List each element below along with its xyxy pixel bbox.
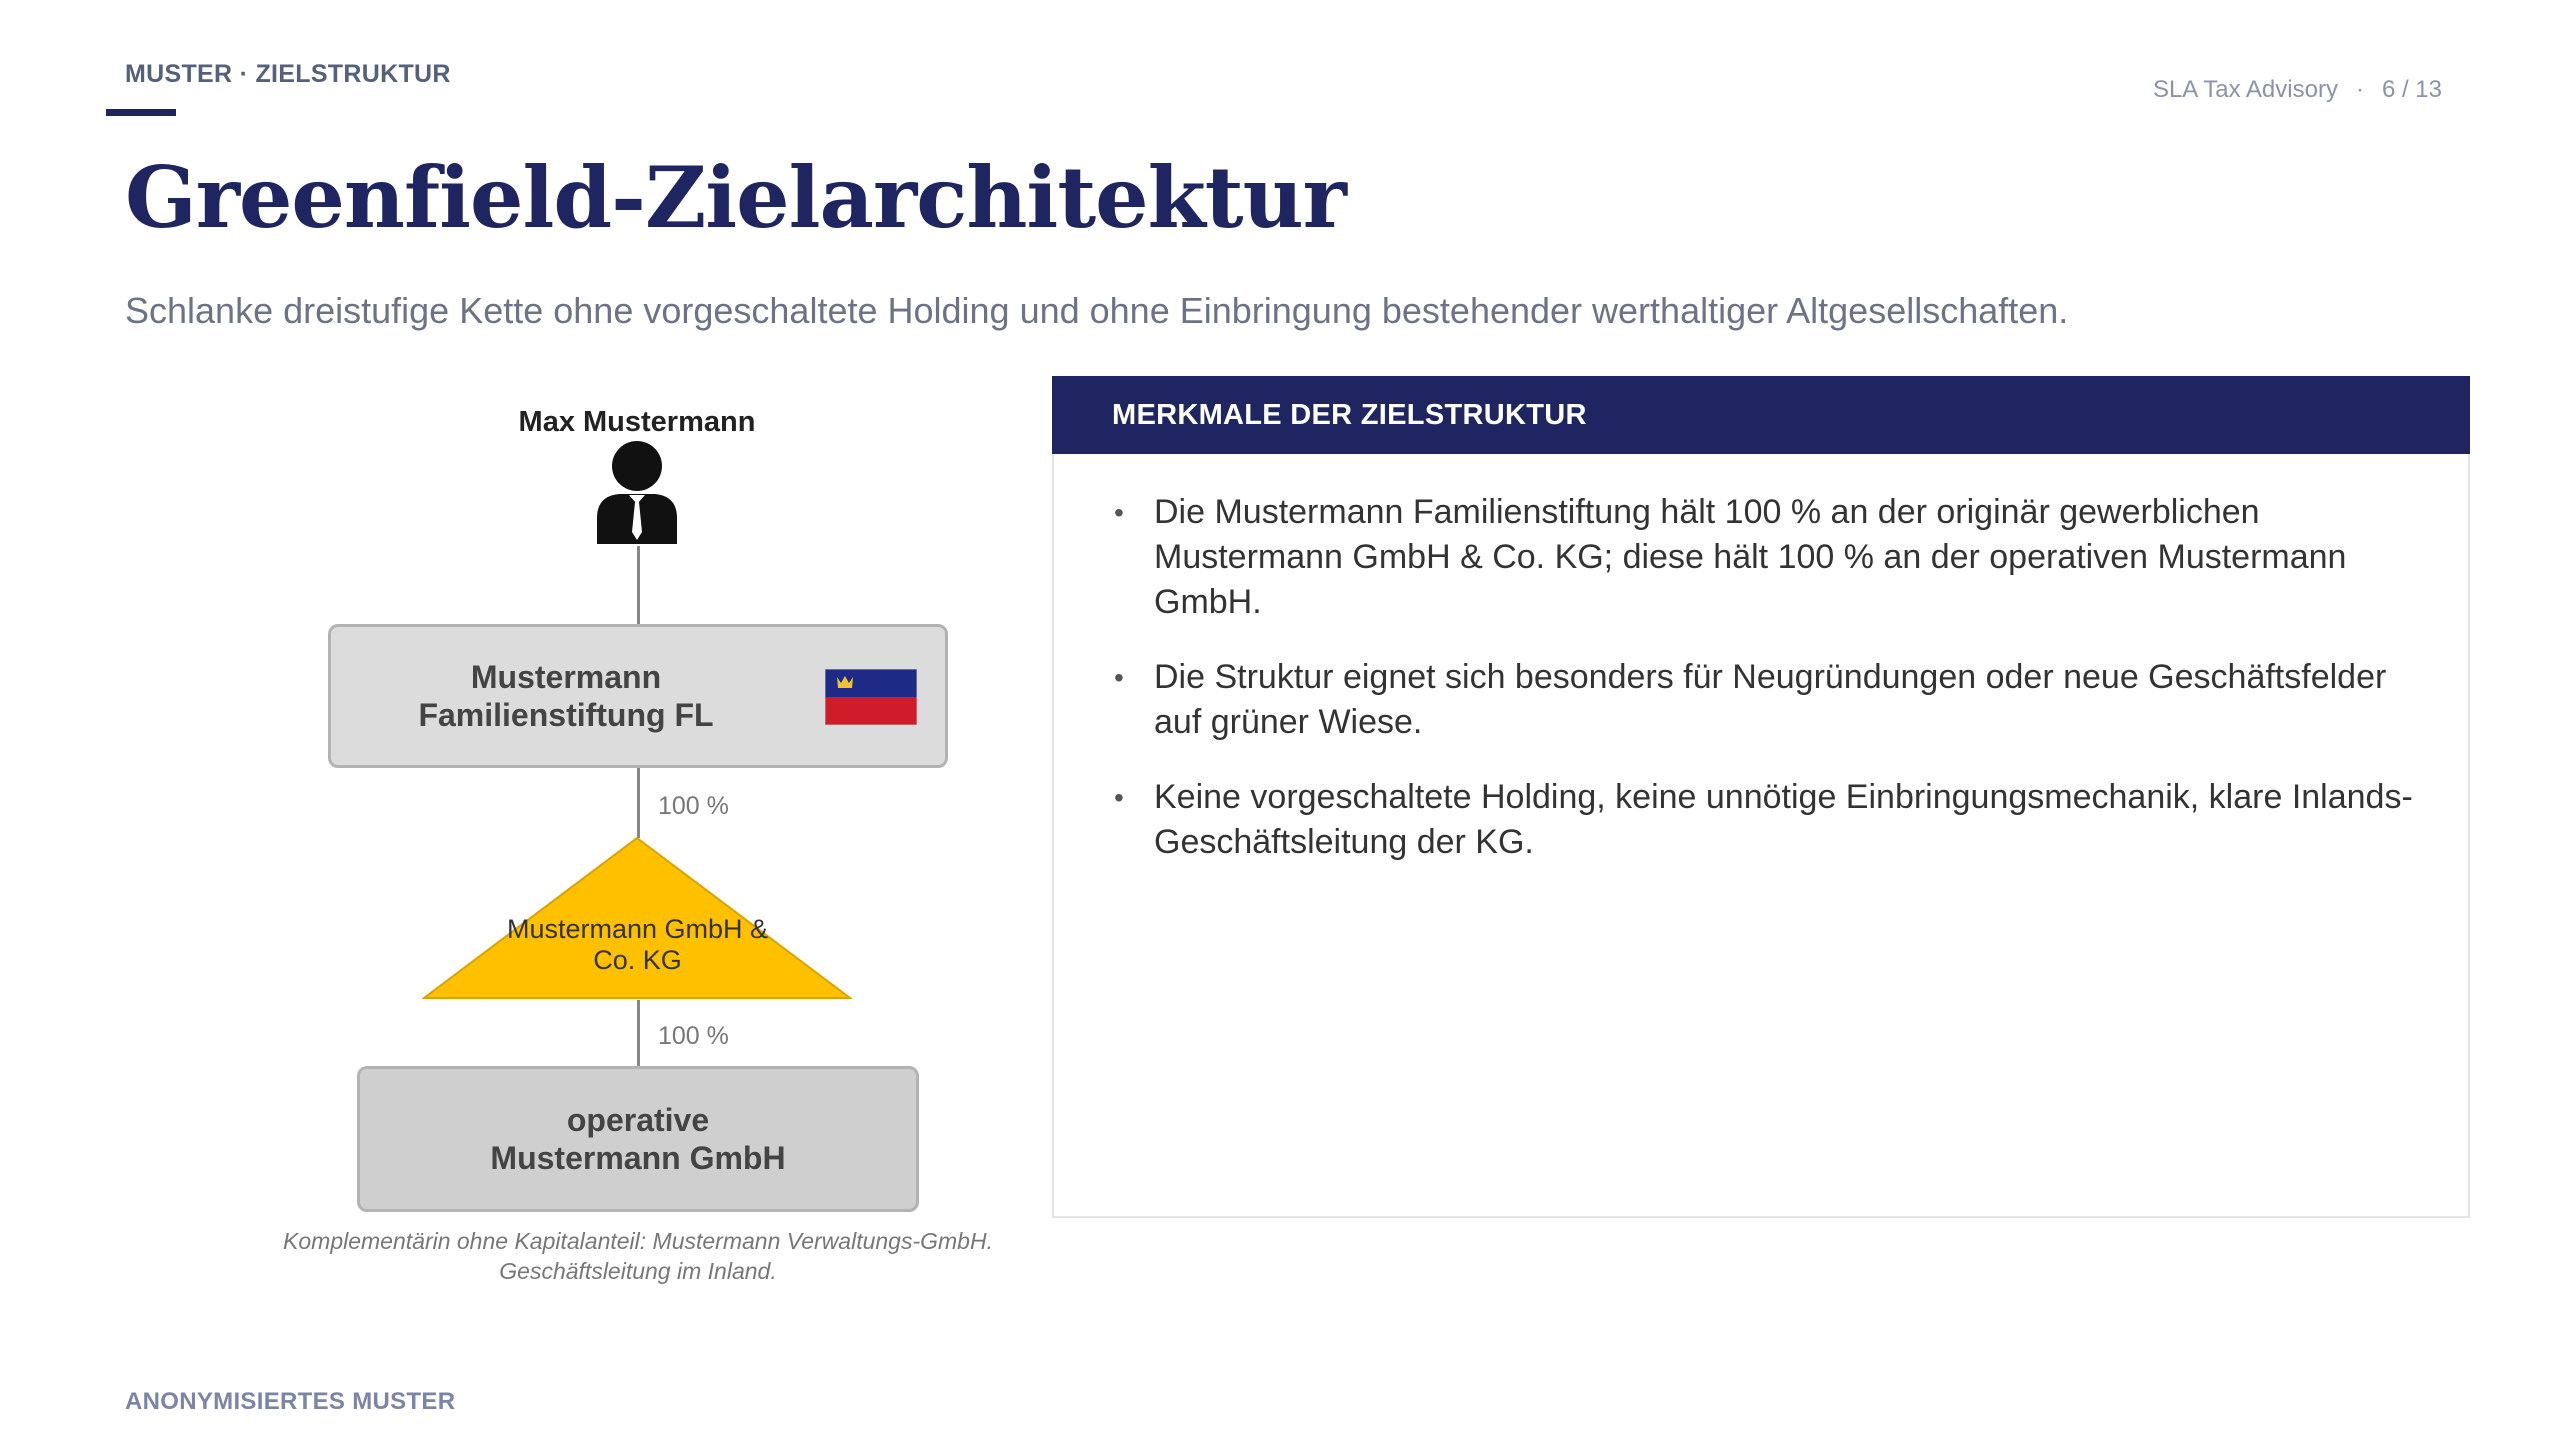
list-item [1114, 775, 2414, 865]
op-label-line2: Mustermann GmbH [490, 1140, 786, 1176]
diagram-footnote [238, 1226, 1038, 1286]
footer-label: ANONYMISIERTES MUSTER [125, 1388, 456, 1415]
stiftung-label-line2: Familienstiftung FL [418, 697, 714, 733]
liechtenstein-flag-icon [825, 669, 917, 725]
list-item-text: Die Mustermann Familienstiftung hält 100 % an der originär gewerblichen Mustermann GmbH & Co. KG; diese hält 100 % an der operativen Mustermann GmbH. [1154, 493, 2347, 621]
stiftung-label-line1: Mustermann [470, 659, 662, 695]
stiftung-label [331, 658, 801, 734]
op-label-line1: operative [566, 1102, 710, 1138]
header-separator: · [2355, 76, 2364, 103]
company-name: SLA Tax Advisory [2152, 76, 2338, 103]
page-title: Greenfield-Zielarchitektur [125, 148, 1346, 247]
kg-label-line2: Co. KG [593, 945, 682, 975]
section-label: MUSTER · ZIELSTRUKTUR [125, 60, 451, 88]
page-number: 6 / 13 [2381, 76, 2442, 103]
features-list [1114, 490, 2414, 895]
features-panel [1052, 376, 2470, 1218]
kg-label-line1: Mustermann GmbH & [506, 914, 769, 944]
connector-stiftung-kg [637, 768, 640, 838]
connector-person-stiftung [637, 546, 640, 624]
structure-diagram [0, 0, 1060, 1300]
bullet-icon: • [1114, 662, 1124, 693]
share-label-stiftung-kg: 100 % [658, 792, 729, 820]
list-item [1114, 490, 2414, 625]
bullet-icon: • [1114, 497, 1124, 528]
features-panel-title: MERKMALE DER ZIELSTRUKTUR [1052, 376, 2470, 454]
page-subtitle: Schlanke dreistufige Kette ohne vorgeschaltete Holding und ohne Einbringung bestehender werthaltiger Altgesellschaften. [125, 290, 2069, 331]
list-item [1114, 655, 2414, 745]
note-line1: Komplementärin ohne Kapitalanteil: Mustermann Verwaltungs-GmbH. [283, 1228, 993, 1254]
connector-kg-op [637, 1000, 640, 1066]
share-label-kg-op: 100 % [658, 1022, 729, 1050]
person-name: Max Mustermann [518, 406, 756, 438]
operative-gmbh-box [357, 1066, 919, 1212]
list-item-text: Keine vorgeschaltete Holding, keine unnötige Einbringungsmechanik, klare Inlands-Geschäftsleitung der KG. [1154, 778, 2413, 861]
kg-label [490, 914, 785, 976]
operative-gmbh-label [490, 1101, 785, 1177]
list-item-text: Die Struktur eignet sich besonders für Neugründungen oder neue Geschäftsfelder auf grüner Wiese. [1154, 658, 2387, 741]
note-line2: Geschäftsleitung im Inland. [499, 1258, 777, 1284]
stiftung-box [328, 624, 948, 768]
businessman-icon [593, 440, 681, 544]
header-meta [2153, 76, 2442, 104]
bullet-icon: • [1114, 782, 1124, 813]
